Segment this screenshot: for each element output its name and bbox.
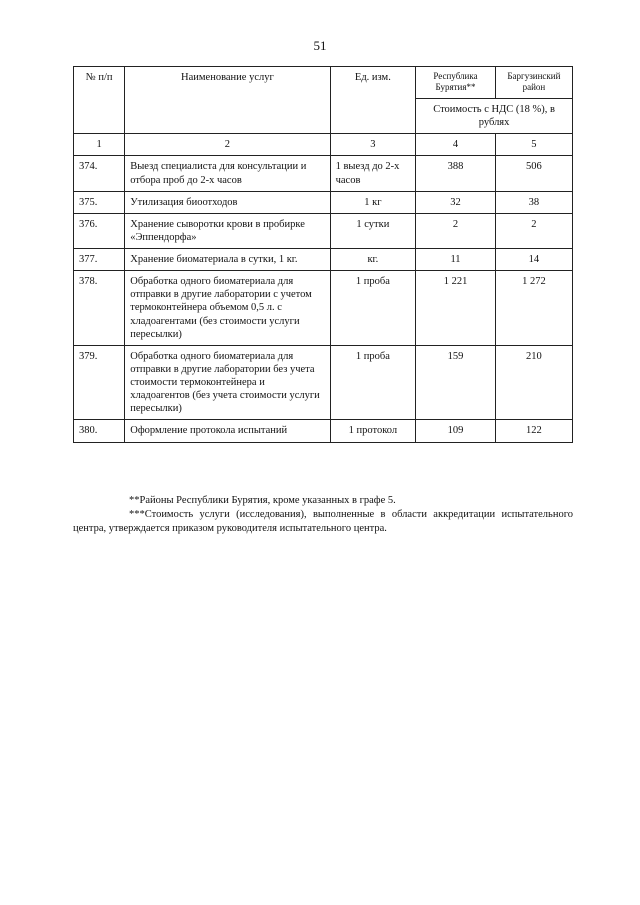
row-unit: 1 сутки bbox=[330, 213, 416, 248]
column-numbers-row bbox=[74, 134, 573, 156]
row-num: 378. bbox=[74, 271, 125, 346]
row-service-name: Обработка одного биоматериала для отправки в другие лаборатории с учетом термоконтейнера объемом 0,5 л. с хладоагентами (без стоимости услуги пересылки) bbox=[125, 271, 330, 346]
header-num: № п/п bbox=[74, 67, 125, 134]
row-num: 380. bbox=[74, 420, 125, 442]
header-service-name: Наименование услуг bbox=[125, 67, 330, 134]
row-price-buryatia: 32 bbox=[416, 191, 496, 213]
row-num: 375. bbox=[74, 191, 125, 213]
column-number: 5 bbox=[495, 134, 572, 156]
header-region-buryatia: Республика Бурятия** bbox=[416, 67, 496, 99]
row-price-barguzin: 1 272 bbox=[495, 271, 572, 346]
row-service-name: Выезд специалиста для консультации и отбора проб до 2-х часов bbox=[125, 156, 330, 191]
row-price-buryatia: 1 221 bbox=[416, 271, 496, 346]
column-number: 1 bbox=[74, 134, 125, 156]
table-row bbox=[74, 213, 573, 248]
row-unit: 1 проба bbox=[330, 345, 416, 420]
row-num: 377. bbox=[74, 249, 125, 271]
row-price-barguzin: 14 bbox=[495, 249, 572, 271]
footnotes bbox=[73, 494, 573, 537]
price-table bbox=[73, 66, 573, 443]
row-price-buryatia: 2 bbox=[416, 213, 496, 248]
table-row bbox=[74, 156, 573, 191]
table-row bbox=[74, 249, 573, 271]
column-number: 2 bbox=[125, 134, 330, 156]
row-price-buryatia: 109 bbox=[416, 420, 496, 442]
row-price-barguzin: 2 bbox=[495, 213, 572, 248]
row-unit: кг. bbox=[330, 249, 416, 271]
row-service-name: Обработка одного биоматериала для отправки в другие лаборатории без учета стоимости термоконтейнера и хладоагентов (без учета стоимости услуги пересылки) bbox=[125, 345, 330, 420]
row-service-name: Утилизация биоотходов bbox=[125, 191, 330, 213]
row-unit: 1 выезд до 2-х часов bbox=[330, 156, 416, 191]
table-row bbox=[74, 345, 573, 420]
row-price-buryatia: 388 bbox=[416, 156, 496, 191]
footnote-cost: ***Стоимость услуги (исследования), выполненные в области аккредитации испытательного центра, утверждается приказом руководителя испытательного центра. bbox=[73, 509, 573, 535]
column-number: 4 bbox=[416, 134, 496, 156]
row-num: 376. bbox=[74, 213, 125, 248]
table-row bbox=[74, 191, 573, 213]
row-service-name: Хранение биоматериала в сутки, 1 кг. bbox=[125, 249, 330, 271]
row-price-barguzin: 506 bbox=[495, 156, 572, 191]
row-unit: 1 протокол bbox=[330, 420, 416, 442]
table-row bbox=[74, 420, 573, 442]
row-price-barguzin: 122 bbox=[495, 420, 572, 442]
column-number: 3 bbox=[330, 134, 416, 156]
row-price-barguzin: 210 bbox=[495, 345, 572, 420]
header-cost: Стоимость с НДС (18 %), в рублях bbox=[416, 99, 573, 134]
footnote-regions: **Районы Республики Бурятия, кроме указанных в графе 5. bbox=[129, 495, 396, 506]
row-service-name: Хранение сыворотки крови в пробирке «Эппендорфа» bbox=[125, 213, 330, 248]
page-number: 51 bbox=[313, 38, 327, 53]
header-unit: Ед. изм. bbox=[330, 67, 416, 134]
row-num: 374. bbox=[74, 156, 125, 191]
row-price-buryatia: 11 bbox=[416, 249, 496, 271]
header-region-barguzin: Баргузинский район bbox=[495, 67, 572, 99]
row-price-barguzin: 38 bbox=[495, 191, 572, 213]
table-row bbox=[74, 271, 573, 346]
row-unit: 1 кг bbox=[330, 191, 416, 213]
row-price-buryatia: 159 bbox=[416, 345, 496, 420]
row-unit: 1 проба bbox=[330, 271, 416, 346]
row-num: 379. bbox=[74, 345, 125, 420]
row-service-name: Оформление протокола испытаний bbox=[125, 420, 330, 442]
